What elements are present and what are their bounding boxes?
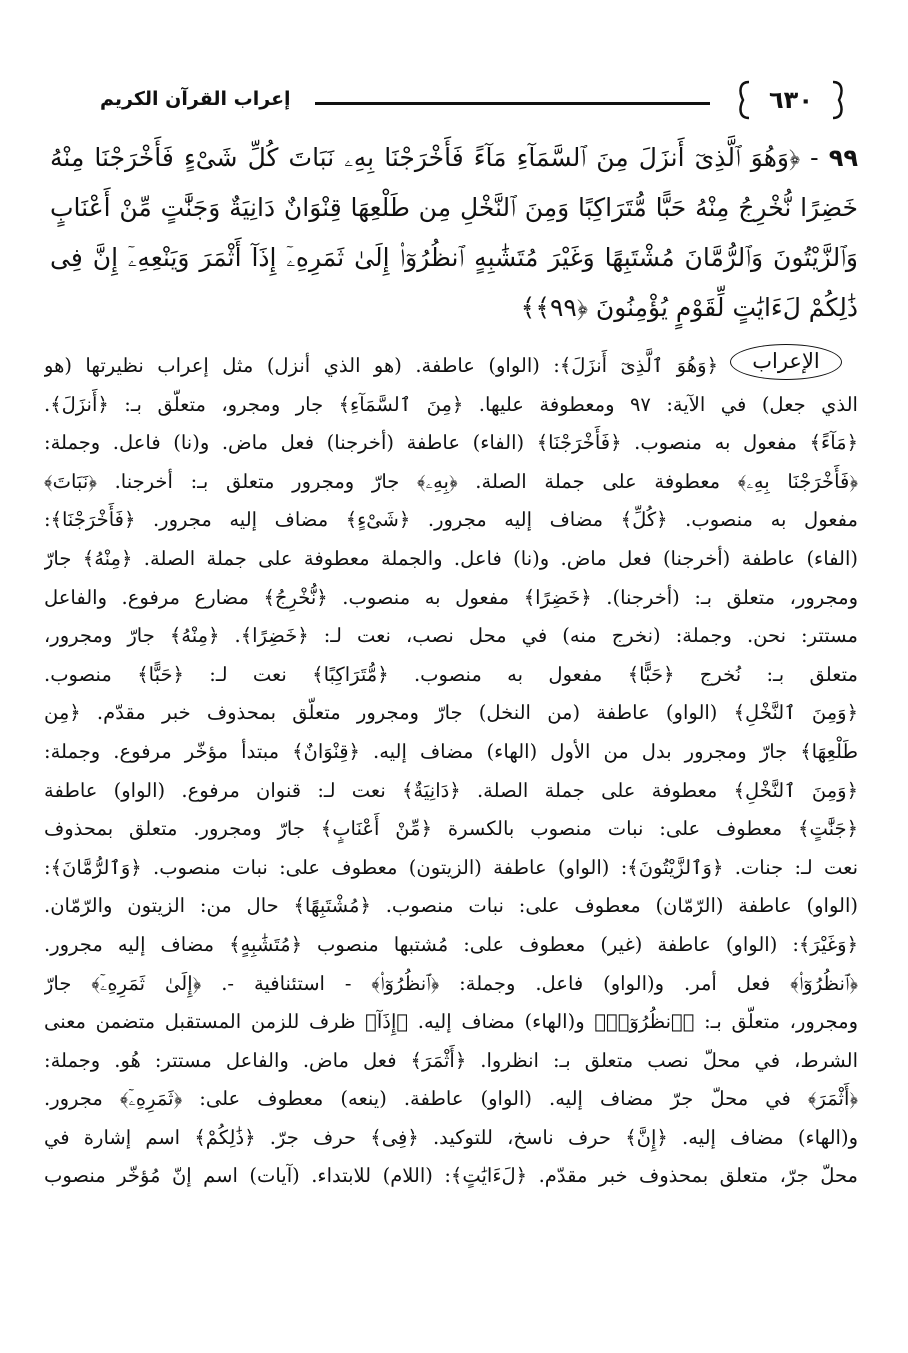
page-number-frame — [735, 80, 847, 120]
verse-number: ٩٩ — [828, 144, 858, 172]
commentary-line: ﴿وَغَيْرَ﴾: (الواو) عاطفة (غير) معطوف على: مُشتبها منصوب ﴿مُتَشَٰبِهٍ﴾ مضاف إليه مجرور. — [44, 932, 858, 956]
commentary-line: مستتر: نحن. وجملة: (نخرج منه) في محل نصب، نعت لـ: ﴿خَضِرًا﴾. ﴿مِنْهُ﴾ جارّ ومجرور، — [44, 624, 858, 648]
verse-text: ﴿وَهُوَ ٱلَّذِىٓ أَنزَلَ مِنَ ٱلسَّمَآءِ مَآءً فَأَخْرَجْنَا بِهِۦ نَبَاتَ كُلِّ شَىْءٍ فَأَخْرَجْنَا مِنْهُ خَضِرًا نُّخْرِجُ مِنْهُ حَبًّا مُّتَرَاكِبًا وَمِنَ ٱلنَّخْلِ مِن طَلْعِهَا قِنْوَانٌ دَانِيَةٌ وَجَنَّٰتٍ مِّنْ أَعْنَابٍ وَٱلزَّيْتُونَ وَٱلرُّمَّانَ مُشْتَبِهًا وَغَيْرَ مُتَشَٰبِهٍ ٱنظُرُوٓا۟ إِلَىٰ ثَمَرِهِۦٓ إِذَآ أَثْمَرَ وَيَنْعِهِۦٓ إِنَّ فِى ذَٰلِكُمْ لَءَايَٰتٍ لِّقَوْمٍ يُؤْمِنُونَ ﴿٩٩﴾﴾ — [50, 143, 858, 322]
commentary-line: محلّ جرّ، متعلق بمحذوف خبر مقدّم. ﴿لَءَايَٰتٍ﴾: (اللام) للابتداء. (آيات) اسم إنّ مُؤخّر منصوب — [44, 1164, 858, 1188]
commentary-line: ﴿وَهُوَ ٱلَّذِىٓ أَنزَلَ﴾: (الواو) عاطفة. (هو الذي أنزل) مثل إعراب نظيرتها (هو — [44, 354, 718, 377]
header-rule — [315, 102, 710, 105]
commentary-line: متعلق بـ: نُخرج ﴿حَبًّا﴾ مفعول به منصوب. ﴿مُّتَرَاكِبًا﴾ نعت لـ: ﴿حَبًّا﴾ منصوب. — [44, 662, 858, 686]
commentary-line: و(الهاء) مضاف إليه. ﴿إِنَّ﴾ حرف ناسخ، للتوكيد. ﴿فِى﴾ حرف جرّ. ﴿ذَٰلِكُمْ﴾ اسم إشارة في — [44, 1125, 858, 1149]
commentary-line: (الواو) عاطفة (الرّمّان) معطوف على: نبات منصوب. ﴿مُشْتَبِهًا﴾ حال من: الزيتون والرّمّان. — [44, 894, 858, 918]
commentary-line: ﴿جَنَّٰتٍ﴾ معطوف على: نبات منصوب بالكسرة ﴿مِّنْ أَعْنَابٍ﴾ جارّ ومجرور. متعلق بمحذوف — [44, 817, 858, 841]
book-title: إعراب القرآن الكريم — [100, 88, 291, 110]
commentary-line: طَلْعِهَا﴾ جارّ ومجرور بدل من الأول (الهاء) مضاف إليه. ﴿قِنْوَانٌ﴾ مبتدأ مؤخّر مرفوع. وجملة: — [44, 739, 858, 763]
page-header — [40, 74, 870, 126]
commentary-line: الذي جعل) في الآية: ٩٧ ومعطوفة عليها. ﴿مِنَ ٱلسَّمَآءِ﴾ جار ومجرو، متعلّق بـ: ﴿أَنزَلَ﴾. — [44, 392, 858, 416]
commentary-line: ﴿أَثْمَرَ﴾ في محلّ جرّ مضاف إليه. (الواو) عاطفة. (ينعه) معطوف على: ﴿ثَمَرِهِۦٓ﴾ مجرور. — [44, 1087, 858, 1111]
commentary-line: الشرط، في محلّ نصب متعلق بـ: انظروا. ﴿أَثْمَرَ﴾ فعل ماض. والفاعل مستتر: هُو. وجملة: — [44, 1048, 858, 1072]
commentary-line: (الفاء) عاطفة (أخرجنا) فعل ماض. و(نا) فاعل. والجملة معطوفة على جملة الصلة. ﴿مِنْهُ﴾ جارّ — [44, 546, 858, 570]
irab-commentary — [44, 347, 858, 1196]
quran-verse: ٩٩ - ﴿وَهُوَ ٱلَّذِىٓ أَنزَلَ مِنَ ٱلسَّمَآءِ مَآءً فَأَخْرَجْنَا بِهِۦ نَبَاتَ كُلِّ شَىْءٍ فَأَخْرَجْنَا مِنْهُ خَضِرًا نُّخْرِجُ مِنْهُ حَبًّا مُّتَرَاكِبًا وَمِنَ ٱلنَّخْلِ مِن طَلْعِهَا قِنْوَانٌ دَانِيَةٌ وَجَنَّٰتٍ مِّنْ أَعْنَابٍ وَٱلزَّيْتُونَ وَٱلرُّمَّانَ مُشْتَبِهًا وَغَيْرَ مُتَشَٰبِهٍ ٱنظُرُوٓا۟ إِلَىٰ ثَمَرِهِۦٓ إِذَآ أَثْمَرَ وَيَنْعِهِۦٓ إِنَّ فِى ذَٰلِكُمْ لَءَايَٰتٍ لِّقَوْمٍ يُؤْمِنُونَ ﴿٩٩﴾﴾ — [50, 143, 858, 322]
commentary-line: ﴿مَآءً﴾ مفعول به منصوب. ﴿فَأَخْرَجْنَا﴾ (الفاء) عاطفة (أخرجنا) فعل ماض. و(نا) فاعل. وجملة: — [44, 431, 858, 455]
commentary-line: مفعول به منصوب. ﴿كُلِّ﴾ مضاف إليه مجرور. ﴿شَىْءٍ﴾ مضاف إليه مجرور. ﴿فَأَخْرَجْنَا﴾: — [44, 508, 858, 532]
commentary-line: ومجرور، متعلّق بـ: ﴿ٱنظُرُوٓا۟﴾ و(الهاء) مضاف إليه. ﴿إِذَآ﴾ ظرف للزمن المستقبل متضمن معنى — [44, 1010, 858, 1034]
commentary-line: ومجرور، متعلق بـ: (أخرجنا). ﴿خَضِرًا﴾ مفعول به منصوب. ﴿نُّخْرِجُ﴾ مضارع مرفوع. والفاعل — [44, 585, 858, 609]
commentary-line: ﴿وَمِنَ ٱلنَّخْلِ﴾ (الواو) عاطفة (من النخل) جارّ ومجرور متعلّق بمحذوف خبر مقدّم. ﴿مِن — [44, 701, 858, 725]
page-number: ٦٣٠ — [769, 86, 813, 114]
irab-label: الإعراب — [730, 344, 842, 380]
commentary-line: ﴿فَأَخْرَجْنَا بِهِۦ﴾ معطوفة على جملة الصلة. ﴿بِهِۦ﴾ جارّ ومجرور متعلق بـ: أخرجنا. ﴿نَبَاتَ﴾ — [44, 469, 858, 493]
commentary-line: ﴿ٱنظُرُوٓا۟﴾ فعل أمر. و(الواو) فاعل. وجملة: ﴿ٱنظُرُوٓا۟﴾ - استئنافية -. ﴿إِلَىٰ ثَمَرِهِۦٓ﴾ جارّ — [44, 971, 858, 995]
commentary-line: نعت لـ: جنات. ﴿وَٱلزَّيْتُونَ﴾: (الواو) عاطفة (الزيتون) معطوف على: نبات منصوب. ﴿وَٱلرُّمَّانَ﴾: — [44, 855, 858, 879]
commentary-line: ﴿وَمِنَ ٱلنَّخْلِ﴾ معطوفة على جملة الصلة. ﴿دَانِيَةٌ﴾ نعت لـ: قنوان مرفوع. (الواو) عاطفة — [44, 778, 858, 802]
